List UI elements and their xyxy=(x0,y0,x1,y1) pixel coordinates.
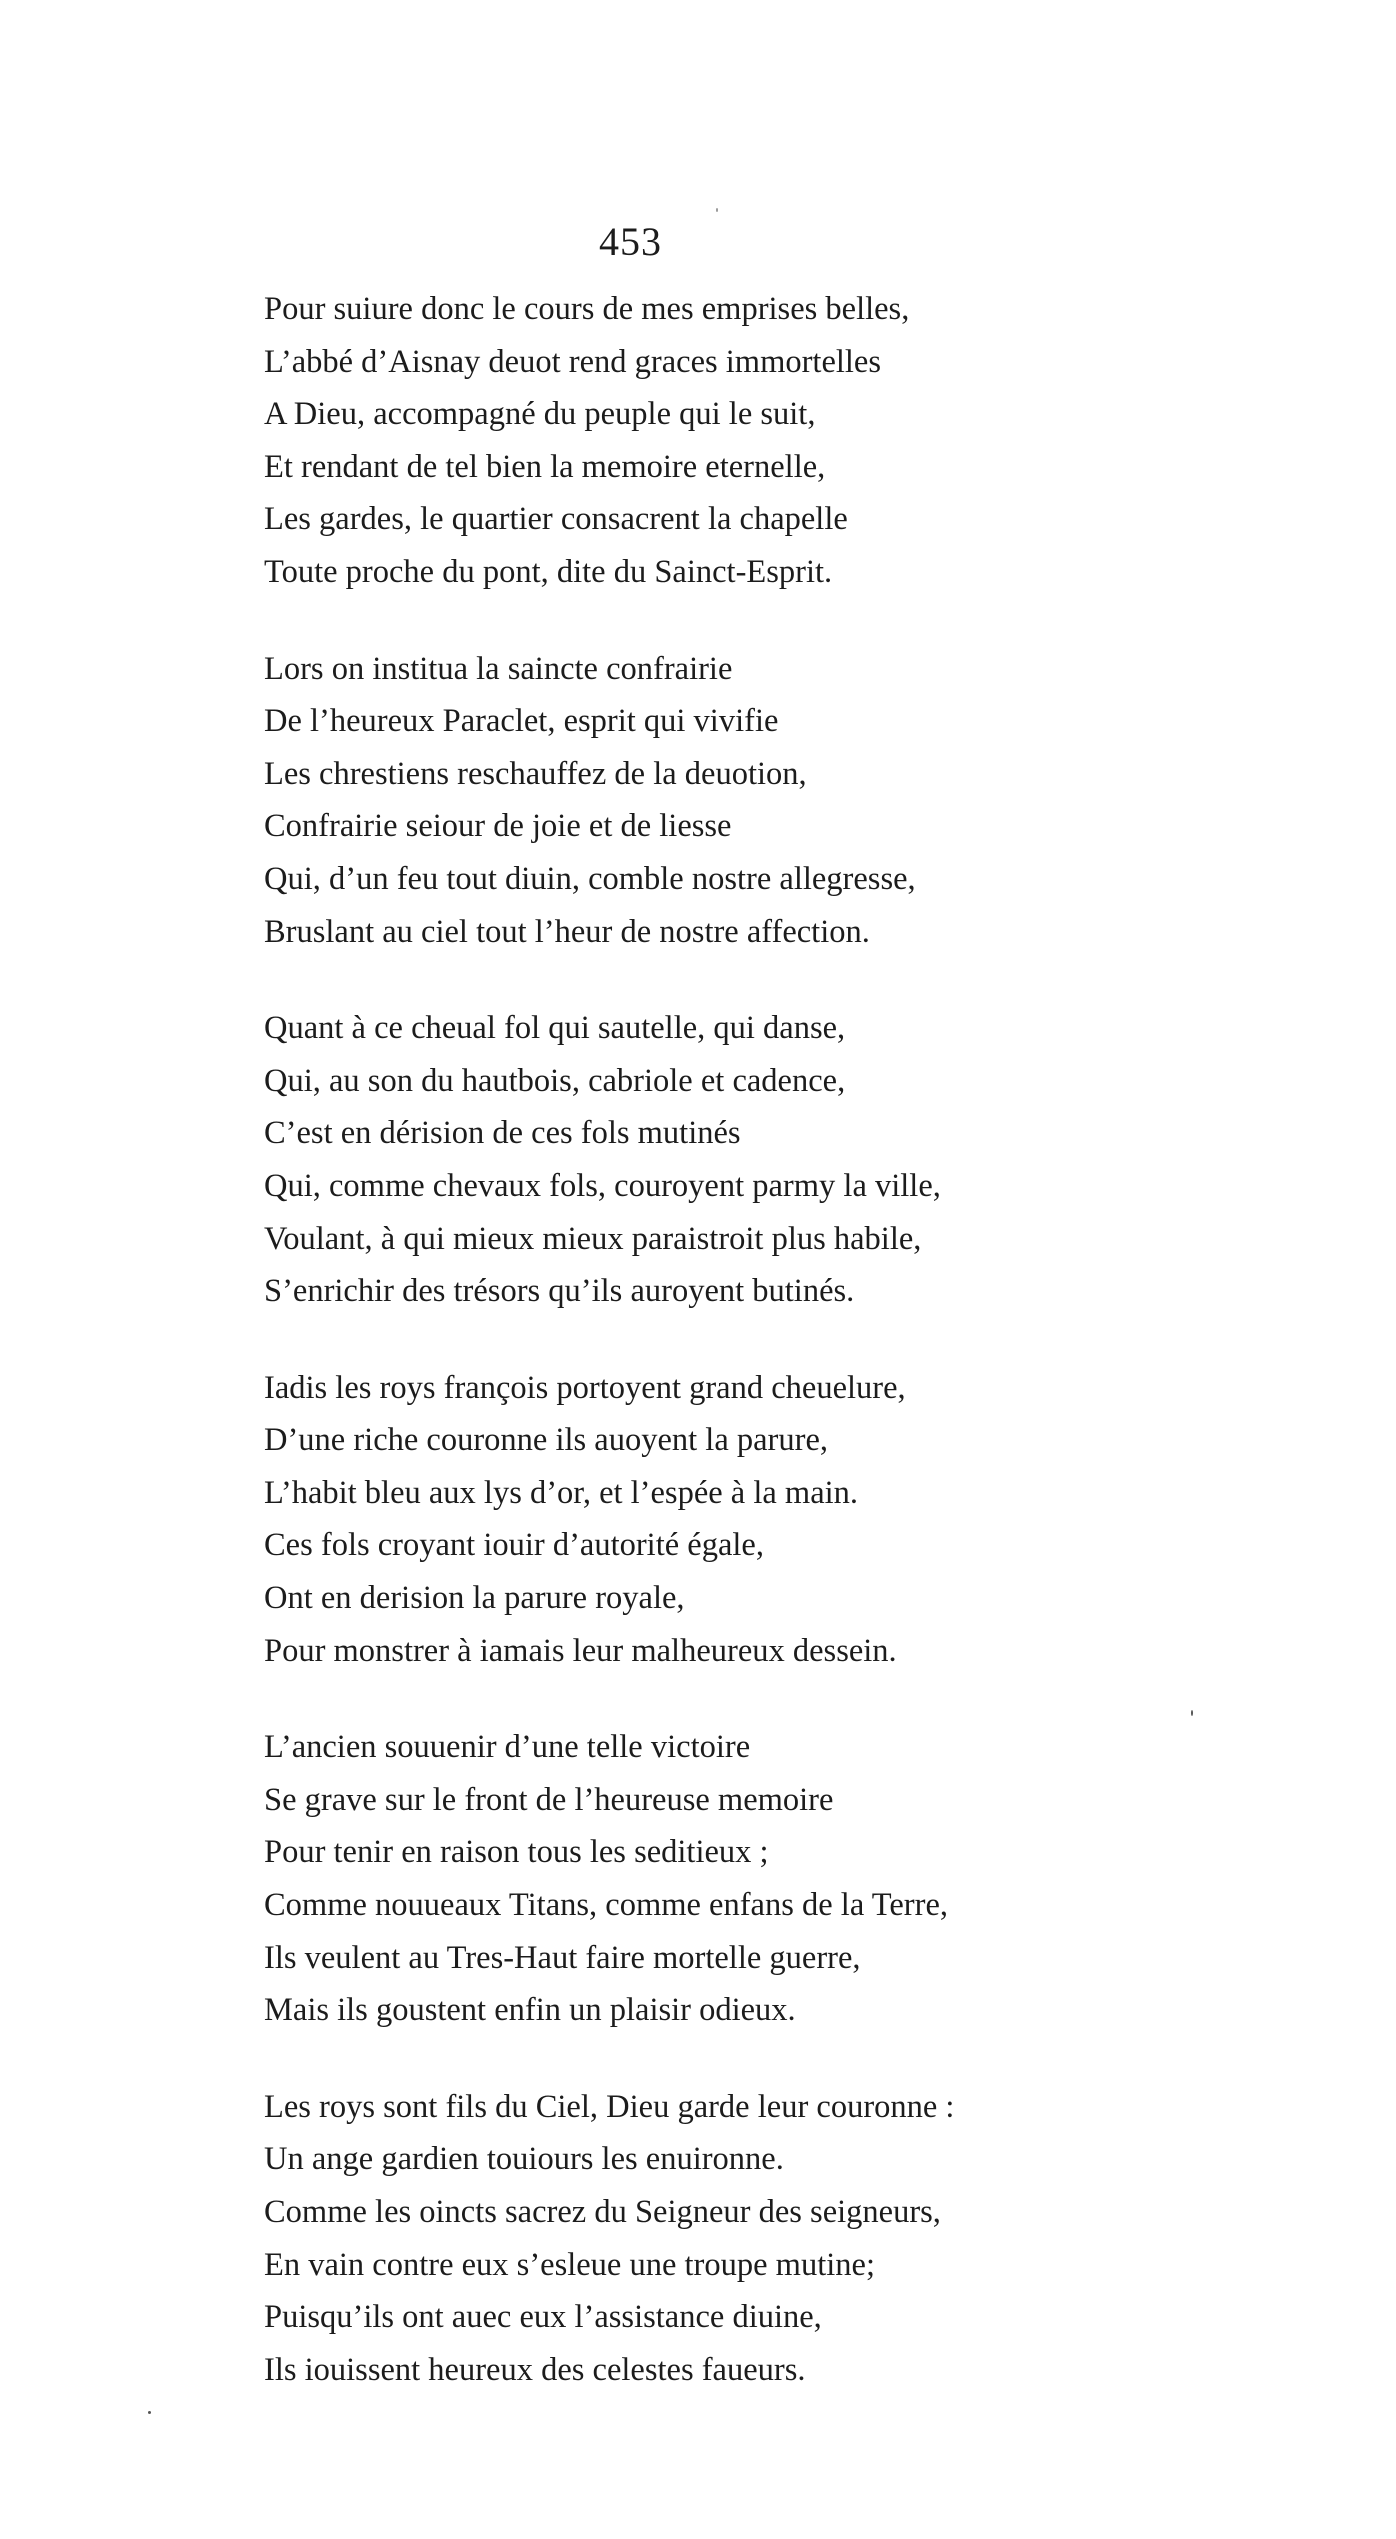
stanza-1 xyxy=(264,283,1264,599)
verse-line: Pour suiure donc le cours de mes emprises belles, xyxy=(264,291,910,327)
verse-line: L’habit bleu aux lys d’or, et l’espée à la main. xyxy=(264,1474,859,1511)
verse-line: Qui, comme chevaux fols, couroyent parmy la ville, xyxy=(264,1167,941,1204)
verse-line: Bruslant au ciel tout l’heur de nostre affection. xyxy=(264,913,870,950)
verse-line: Ont en derision la parure royale, xyxy=(264,1580,685,1617)
verse-line: C’est en dérision de ces fols mutinés xyxy=(264,1115,741,1152)
verse-line: L’ancien souuenir d’une telle victoire xyxy=(264,1729,751,1766)
paper-speck xyxy=(716,208,718,212)
stanza-5 xyxy=(264,1721,1264,2037)
verse-line: Les roys sont fils du Ciel, Dieu garde leur couronne : xyxy=(264,2088,955,2125)
verse-line: Confrairie seiour de joie et de liesse xyxy=(264,808,732,845)
stanza-6 xyxy=(264,2081,1264,2397)
verse-line: Comme les oincts sacrez du Seigneur des seigneurs, xyxy=(264,2194,941,2230)
stanza-4 xyxy=(264,1362,1264,1678)
verse-line: Les gardes, le quartier consacrent la chapelle xyxy=(264,501,848,538)
verse-line: Puisqu’ils ont auec eux l’assistance diuine, xyxy=(264,2299,822,2336)
verse-line: Ces fols croyant iouir d’autorité égale, xyxy=(264,1527,764,1564)
verse-line: Un ange gardien touiours les enuironne. xyxy=(264,2141,784,2178)
verse-line: S’enrichir des trésors qu’ils auroyent butinés. xyxy=(264,1273,855,1310)
verse-line: Les chrestiens reschauffez de la deuotion, xyxy=(264,755,807,792)
verse-line: En vain contre eux s’esleue une troupe mutine; xyxy=(264,2246,875,2283)
verse-line: Qui, au son du hautbois, cabriole et cadence, xyxy=(264,1062,846,1099)
verse-line: Mais ils goustent enfin un plaisir odieux. xyxy=(264,1992,796,2029)
verse-line: Et rendant de tel bien la memoire eternelle, xyxy=(264,448,826,485)
verse-line: L’abbé d’Aisnay deuot rend graces immortelles xyxy=(264,343,882,380)
page-number: 453 xyxy=(599,219,662,264)
paper-speck xyxy=(148,2411,151,2414)
verse-line: Toute proche du pont, dite du Sainct-Esprit. xyxy=(264,553,833,590)
paper-speck xyxy=(1191,1710,1193,1716)
verse-line: Qui, d’un feu tout diuin, comble nostre allegresse, xyxy=(264,860,916,897)
stanza-3 xyxy=(264,1002,1264,1318)
verse-line: Ils veulent au Tres-Haut faire mortelle guerre, xyxy=(264,1939,861,1976)
poem-body xyxy=(264,283,1264,2440)
verse-line: Comme nouueaux Titans, comme enfans de la Terre, xyxy=(264,1887,948,1924)
verse-line: Pour tenir en raison tous les seditieux ; xyxy=(264,1834,769,1871)
verse-line: D’une riche couronne ils auoyent la parure, xyxy=(264,1422,829,1459)
verse-line: Voulant, à qui mieux mieux paraistroit plus habile, xyxy=(264,1220,922,1257)
verse-line: Pour monstrer à iamais leur malheureux dessein. xyxy=(264,1632,897,1669)
verse-line: Ils iouissent heureux des celestes faueurs. xyxy=(264,2351,806,2388)
verse-line: A Dieu, accompagné du peuple qui le suit, xyxy=(264,396,816,433)
stanza-2 xyxy=(264,643,1264,959)
verse-line: Quant à ce cheual fol qui sautelle, qui danse, xyxy=(264,1010,846,1047)
verse-line: Lors on institua la saincte confrairie xyxy=(264,650,733,687)
verse-line: De l’heureux Paraclet, esprit qui vivifie xyxy=(264,703,779,740)
verse-line: Se grave sur le front de l’heureuse memoire xyxy=(264,1781,834,1818)
verse-line: Iadis les roys françois portoyent grand cheuelure, xyxy=(264,1369,906,1406)
